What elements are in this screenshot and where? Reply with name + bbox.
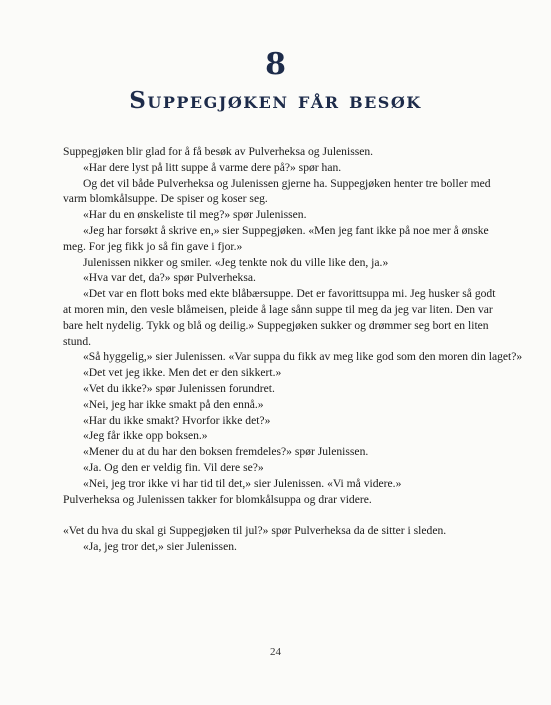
chapter-title: Suppegjøken får besøk [129,87,422,114]
paragraph-line: «Så hyggelig,» sier Julenissen. «Var suppa du fikk av meg like god som den moren din laget?» [83,350,523,364]
paragraph-line: Julenissen nikker og smiler. «Jeg tenkte nok du ville like den, ja.» [83,255,389,269]
paragraph-line: «Mener du at du har den boksen fremdeles?» spør Julenissen. [83,445,369,459]
paragraph-line: Og det vil både Pulverheksa og Julenissen gjerne ha. Suppegjøken henter tre boller med [83,176,491,190]
paragraph-line: meg. For jeg fikk jo så fin gave i fjor.» [63,239,243,253]
paragraph-line: «Jeg får ikke opp boksen.» [83,429,208,443]
paragraph-line: Suppegjøken blir glad for å få besøk av Pulverheksa og Julenissen. [63,145,374,158]
paragraph-line: «Vet du ikke?» spør Julenissen forundret. [83,381,275,395]
paragraph-line: «Har du ikke smakt? Hvorfor ikke det?» [83,413,271,427]
paragraph-line: «Vet du hva du skal gi Suppegjøken til jul?» spør Pulverheksa da de sitter i sleden. [63,524,447,538]
paragraph-line: «Nei, jeg har ikke smakt på den ennå.» [83,397,264,411]
paragraph-line: «Ja. Og den er veldig fin. Vil dere se?» [83,460,264,474]
section-break [63,507,513,523]
paragraph-line: at moren min, den vesle blåmeisen, pleide å lage sånn suppe til meg da jeg var liten. Den var [63,302,493,316]
paragraph-line: «Det vet jeg ikke. Men det er den sikkert.» [83,366,282,380]
paragraph-line: «Hva var det, da?» spør Pulverheksa. [83,271,256,285]
paragraph-line: «Nei, jeg tror ikke vi har tid til det,» sier Julenissen. «Vi må videre.» [83,476,402,490]
paragraph-line: «Har dere lyst på litt suppe å varme dere på?» spør han. [83,160,342,174]
paragraph-line: «Ja, jeg tror det,» sier Julenissen. [83,540,237,554]
paragraph-line: «Jeg har forsøkt å skrive en,» sier Suppegjøken. «Men jeg fant ikke på noe mer å ønske [83,223,489,237]
paragraph-line: «Har du en ønskeliste til meg?» spør Julenissen. [83,208,307,222]
paragraph-line: varm blomkålsuppe. De spiser og koser seg. [63,192,268,206]
paragraph-line: bare helt nydelig. Tykk og blå og deilig.» Suppegjøken sukker og drømmer seg bort en liten [63,318,489,332]
page-number: 24 [270,646,281,658]
chapter-number: 8 [265,47,286,82]
paragraph-line: stund. [63,334,92,348]
chapter-body [63,144,523,555]
paragraph-line: «Det var en flott boks med ekte blåbærsuppe. Det er favorittsuppa mi. Jeg husker så godt [83,287,496,301]
paragraph-line: Pulverheksa og Julenissen takker for blomkålsuppa og drar videre. [63,492,372,506]
